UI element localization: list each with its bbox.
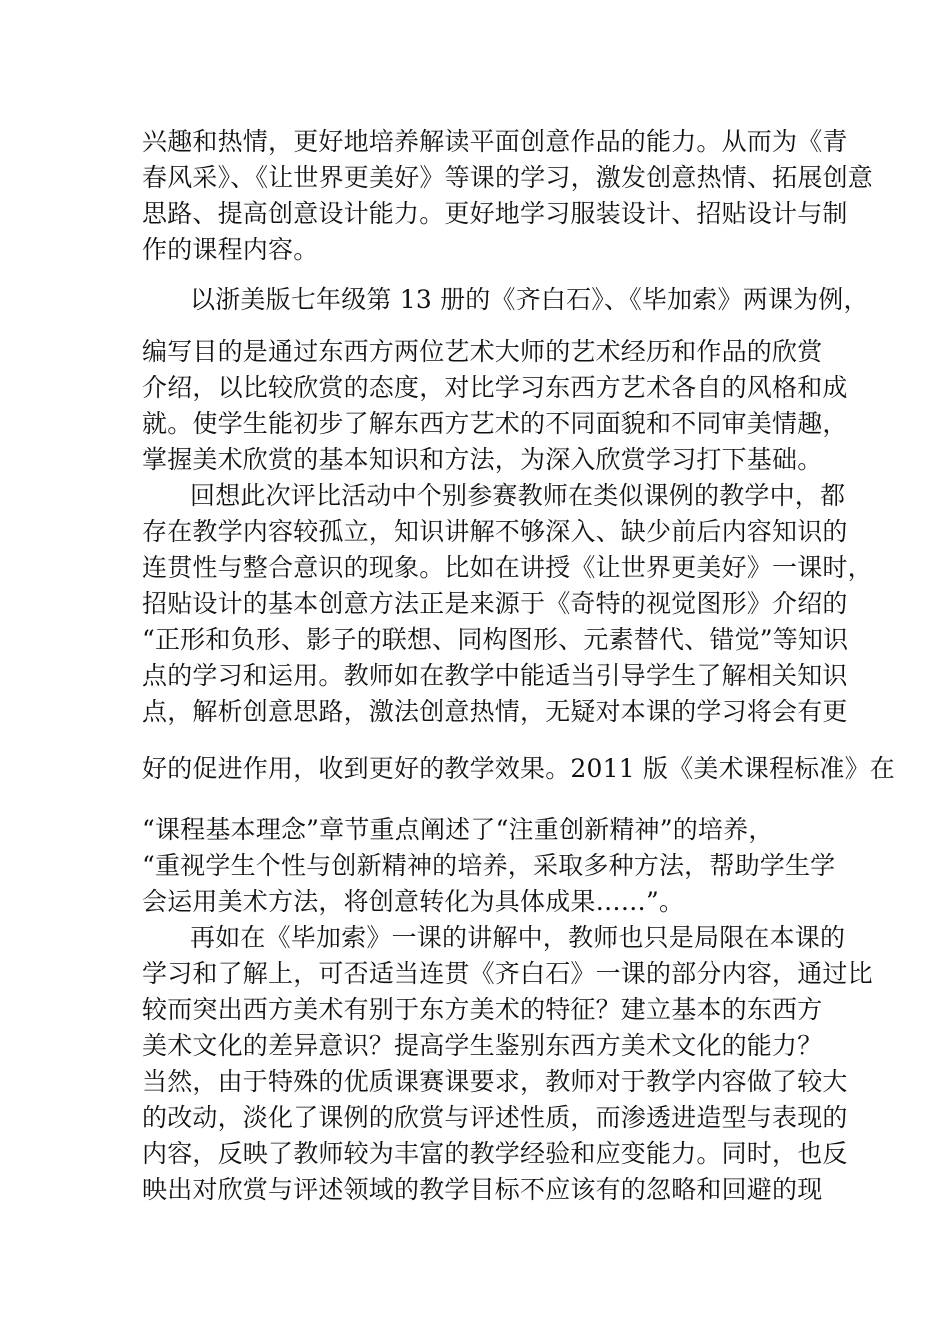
text-line: 介绍，以比较欣赏的态度，对比学习东西方艺术各自的风格和成 (142, 373, 848, 402)
text-line: 当然，由于特殊的优质课赛课要求，教师对于教学内容做了较大 (142, 1067, 848, 1096)
text-line: 就。使学生能初步了解东西方艺术的不同面貌和不同审美情趣， (142, 409, 848, 438)
text-line: “课程基本理念”章节重点阐述了“注重创新精神”的培养， (142, 815, 774, 844)
text-line: 连贯性与整合意识的现象。比如在讲授《让世界更美好》一课时， (142, 553, 873, 582)
text-line: 兴趣和热情，更好地培养解读平面创意作品的能力。从而为《青 (142, 127, 848, 156)
text-line: 点的学习和运用。教师如在教学中能适当引导学生了解相关知识 (142, 661, 848, 690)
text-line: 较而突出西方美术有别于东方美术的特征？建立基本的东西方 (142, 995, 823, 1024)
paragraph-first-line: 以浙美版七年级第 13 册的《齐白石》、《毕加索》两课为例， (190, 285, 869, 314)
text-line: 掌握美术欣赏的基本知识和方法，为深入欣赏学习打下基础。 (142, 445, 823, 474)
text-line: 好的促进作用，收到更好的教学效果。2011 版《美术课程标准》在 (142, 754, 895, 783)
text-line: 的改动，淡化了课例的欣赏与评述性质，而渗透进造型与表现的 (142, 1103, 848, 1132)
paragraph-first-line: 再如在《毕加索》一课的讲解中，教师也只是局限在本课的 (190, 923, 846, 952)
text-line: “重视学生个性与创新精神的培养，采取多种方法，帮助学生学 (142, 851, 836, 880)
text-line: 内容，反映了教师较为丰富的教学经验和应变能力。同时，也反 (142, 1139, 848, 1168)
text-line: 映出对欣赏与评述领域的教学目标不应该有的忽略和回避的现 (142, 1175, 823, 1204)
text-line: 美术文化的差异意识？提高学生鉴别东西方美术文化的能力？ (142, 1031, 823, 1060)
text-line: 春风采》、《让世界更美好》等课的学习，激发创意热情、拓展创意 (142, 163, 874, 192)
text-line: 作的课程内容。 (142, 235, 319, 264)
text-line: 学习和了解上，可否适当连贯《齐白石》一课的部分内容，通过比 (142, 959, 873, 988)
paragraph-first-line: 回想此次评比活动中个别参赛教师在类似课例的教学中，都 (190, 481, 846, 510)
text-line: 存在教学内容较孤立，知识讲解不够深入、缺少前后内容知识的 (142, 517, 848, 546)
text-line: 编写目的是通过东西方两位艺术大师的艺术经历和作品的欣赏 (142, 337, 823, 366)
text-line: 招贴设计的基本创意方法正是来源于《奇特的视觉图形》介绍的 (142, 589, 848, 618)
text-line: 会运用美术方法，将创意转化为具体成果……”。 (142, 887, 685, 916)
text-line: 思路、提高创意设计能力。更好地学习服装设计、招贴设计与制 (142, 199, 848, 228)
text-line: 点，解析创意思路，激法创意热情，无疑对本课的学习将会有更 (142, 697, 848, 726)
text-line: “正形和负形、影子的联想、同构图形、元素替代、错觉”等知识 (142, 625, 849, 654)
